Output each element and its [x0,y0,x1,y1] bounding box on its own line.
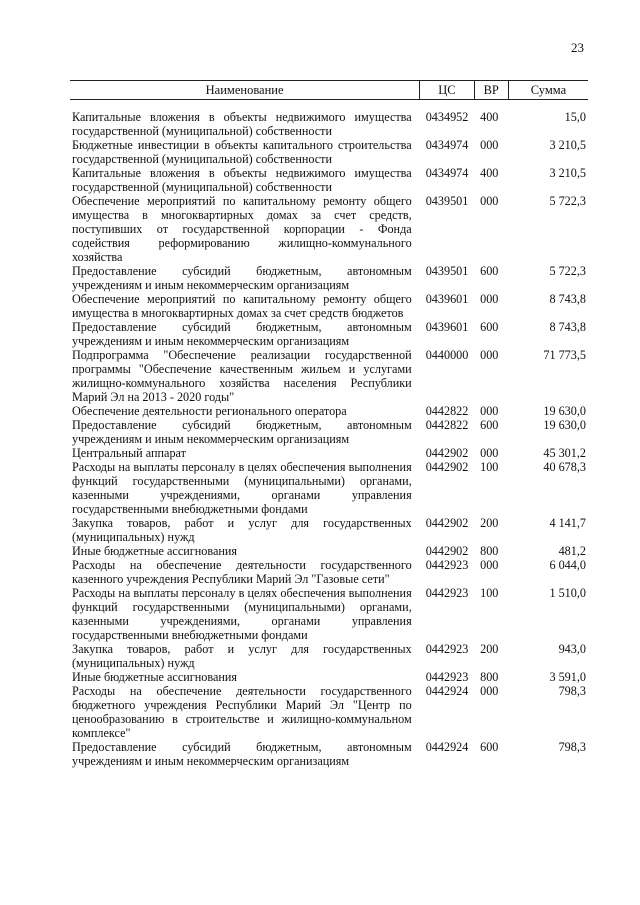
table-row [70,670,588,684]
row-name-cell: Закупка товаров, работ и услуг для государственных (муниципальных) нужд [72,516,412,544]
row-cs-cell: 0442924 [425,684,469,698]
row-cs-cell: 0442902 [425,446,469,460]
header-name: Наименование [70,81,420,100]
table-row [70,166,588,194]
row-cs-cell: 0434952 [425,110,469,124]
row-vr-cell: 000 [480,684,499,698]
row-name-cell: Расходы на обеспечение деятельности государственного казенного учреждения Республики Марий Эл "Газовые сети" [72,558,412,586]
row-name-cell: Предоставление субсидий бюджетным, автономным учреждениям и иным некоммерческим организациям [72,264,412,292]
row-cs-cell: 0434974 [425,166,469,180]
row-cs-cell: 0439501 [425,264,469,278]
page-number: 23 [571,40,584,55]
row-cs-cell: 0442923 [425,558,469,572]
row-vr-cell: 400 [480,110,499,124]
row-vr-cell: 000 [480,194,499,208]
row-sum-cell: 19 630,0 [543,404,586,418]
table-row [70,264,588,292]
table-row [70,446,588,460]
row-name-cell: Предоставление субсидий бюджетным, автономным учреждениям и иным некоммерческим организациям [72,320,412,348]
row-vr-cell: 200 [480,642,499,656]
row-sum-cell: 15,0 [564,110,586,124]
table-row [70,460,588,516]
row-vr-cell: 600 [480,740,499,754]
row-cs-cell: 0442923 [425,670,469,684]
row-cs-cell: 0439601 [425,292,469,306]
row-sum-cell: 6 044,0 [549,558,586,572]
row-name-cell: Иные бюджетные ассигнования [72,544,238,558]
row-vr-cell: 600 [480,264,499,278]
row-name-cell: Капитальные вложения в объекты недвижимого имущества государственной (муниципальной) собственности [72,166,412,194]
row-name-cell: Бюджетные инвестиции в объекты капитального строительства государственной (муниципальной) собственности [72,138,412,166]
row-cs-cell: 0442822 [425,418,469,432]
row-sum-cell: 8 743,8 [549,292,586,306]
table-row [70,544,588,558]
row-vr-cell: 600 [480,418,499,432]
row-vr-cell: 600 [480,320,499,334]
table-row [70,100,588,139]
header-sum: Сумма [508,81,588,100]
row-sum-cell: 4 141,7 [549,516,586,530]
table-body [70,100,588,769]
row-sum-cell: 45 301,2 [543,446,586,460]
table-row [70,348,588,404]
row-name-cell: Подпрограмма "Обеспечение реализации государственной программы "Обеспечение качественным жильем и услугами жилищно-коммунального хозяйства населения Республики Марий Эл на 2013 - 2020 годы" [72,348,412,404]
row-sum-cell: 5 722,3 [549,194,586,208]
row-sum-cell: 19 630,0 [543,418,586,432]
table-row [70,404,588,418]
row-sum-cell: 798,3 [558,740,586,754]
table-row [70,558,588,586]
row-cs-cell: 0442923 [425,642,469,656]
row-name-cell: Закупка товаров, работ и услуг для государственных (муниципальных) нужд [72,642,412,670]
row-vr-cell: 400 [480,166,499,180]
row-vr-cell: 000 [480,138,499,152]
row-sum-cell: 5 722,3 [549,264,586,278]
row-vr-cell: 000 [480,558,499,572]
row-vr-cell: 000 [480,446,499,460]
table-row [70,684,588,740]
row-name-cell: Обеспечение деятельности регионального оператора [72,404,347,418]
row-cs-cell: 0442923 [425,586,469,600]
row-cs-cell: 0440000 [425,348,469,362]
row-sum-cell: 3 210,5 [549,138,586,152]
row-cs-cell: 0442924 [425,740,469,754]
row-cs-cell: 0434974 [425,138,469,152]
table-row [70,586,588,642]
row-name-cell: Расходы на обеспечение деятельности государственного бюджетного учреждения Республики Марий Эл "Центр по ценообразованию в строительстве и жилищно-коммунальном комплексе" [72,684,412,740]
row-sum-cell: 40 678,3 [543,460,586,474]
row-sum-cell: 8 743,8 [549,320,586,334]
row-cs-cell: 0442902 [425,516,469,530]
row-sum-cell: 798,3 [558,684,586,698]
row-vr-cell: 100 [480,586,499,600]
table-row [70,194,588,264]
row-name-cell: Обеспечение мероприятий по капитальному ремонту общего имущества в многоквартирных домах за счет средств, поступивших от государственной корпорации - Фонда содействия реформированию жилищно-коммунального хозяйства [72,194,412,264]
table-row [70,740,588,768]
row-name-cell: Иные бюджетные ассигнования [72,670,238,684]
row-sum-cell: 481,2 [558,544,586,558]
row-vr-cell: 000 [480,292,499,306]
row-name-cell: Предоставление субсидий бюджетным, автономным учреждениям и иным некоммерческим организациям [72,418,412,446]
table-row [70,516,588,544]
header-cs: ЦС [420,81,474,100]
table-header-row [70,81,588,100]
table-row [70,418,588,446]
row-vr-cell: 000 [480,404,499,418]
table-row [70,292,588,320]
row-vr-cell: 800 [480,544,499,558]
row-name-cell: Капитальные вложения в объекты недвижимого имущества государственной (муниципальной) собственности [72,110,412,138]
table-row [70,642,588,670]
row-name-cell: Предоставление субсидий бюджетным, автономным учреждениям и иным некоммерческим организациям [72,740,412,768]
row-sum-cell: 3 591,0 [549,670,586,684]
row-sum-cell: 943,0 [558,642,586,656]
row-cs-cell: 0439501 [425,194,469,208]
row-sum-cell: 3 210,5 [549,166,586,180]
row-vr-cell: 000 [480,348,499,362]
row-name-cell: Расходы на выплаты персоналу в целях обеспечения выполнения функций государственными (муниципальными) органами, казенными учреждениями, органами управления государственными внебюджетными фондами [72,460,412,516]
row-sum-cell: 71 773,5 [543,348,586,362]
table-row [70,138,588,166]
header-vr: ВР [474,81,508,100]
row-vr-cell: 800 [480,670,499,684]
row-vr-cell: 100 [480,460,499,474]
row-name-cell: Центральный аппарат [72,446,186,460]
row-name-cell: Обеспечение мероприятий по капитальному ремонту общего имущества в многоквартирных домах за счет средств бюджетов [72,292,412,320]
row-cs-cell: 0442902 [425,544,469,558]
row-cs-cell: 0442822 [425,404,469,418]
row-cs-cell: 0442902 [425,460,469,474]
budget-table [70,80,588,768]
table-row [70,320,588,348]
row-vr-cell: 200 [480,516,499,530]
row-name-cell: Расходы на выплаты персоналу в целях обеспечения выполнения функций государственными (муниципальными) органами, казенными учреждениями, органами управления государственными внебюджетными фондами [72,586,412,642]
row-cs-cell: 0439601 [425,320,469,334]
row-sum-cell: 1 510,0 [549,586,586,600]
